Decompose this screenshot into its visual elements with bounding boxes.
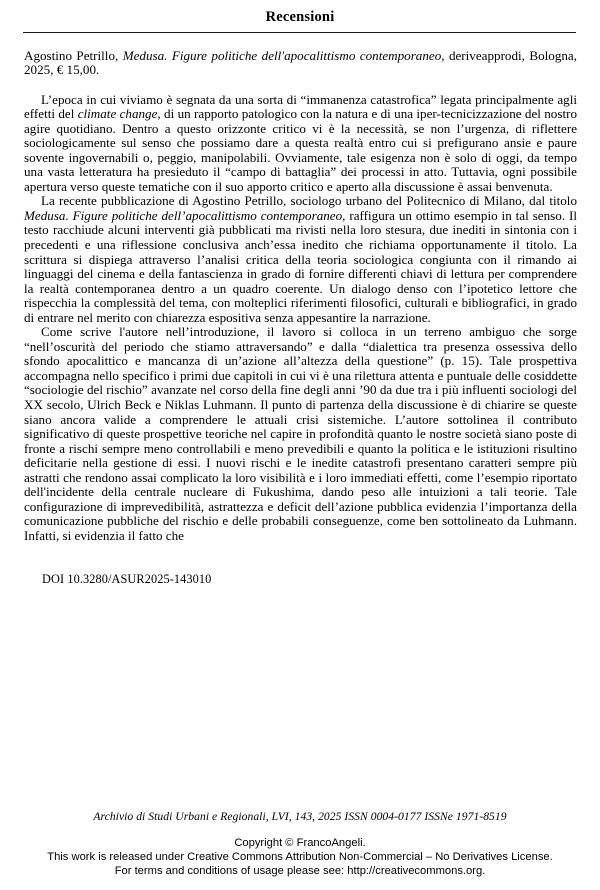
- emphasized-text: climate change: [77, 106, 158, 122]
- body-paragraph: [24, 325, 577, 543]
- reference-publication: , deriveapprodi, Bologna, 2025, € 15,00.: [24, 47, 577, 78]
- paragraph-text: La recente pubblicazione di Agostino Petrillo, sociologo urbano del Politecnico di Milano, dal titolo: [41, 193, 577, 209]
- copyright-footer: [0, 836, 600, 879]
- paragraph-text: Come scrive l'autore nell’introduzione, il lavoro si colloca in un terreno ambiguo che sorge “nell’oscurità del periodo che stiamo attraversando” e dalla “dialettica tra presenza ossessiva dello sfondo apocalittico e mancanza di un’azione all’altezza della questione” (p. 15). Tale prospettiva accompagna nello specifico i primi due capitoli in cui vi è una rilettura attenta e puntuale delle cosiddette “sociologie del rischio” avanzate nel corso della fine degli anni ’90 da due tra i più influenti sociologi del XX secolo, Ulrich Beck e Niklas Luhmann. Il punto di partenza della discussione è di chiarire se queste siano ancora valide a comprendere le attuali crisi sistemiche. L’autore sottolinea il contributo significativo di queste prospettive teoriche nel capire in profondità quanto le nostre società siano poste di fronte a rischi sempre meno controllabili e meno prevedibili e quanto la politica e le istituzioni risultino deficitarie nella gestione di essi. I nuovi rischi e le inedite catastrofi presentano caratteri sempre più astratti che rendono assai complicato la loro visibilità e i loro immediati effetti, come l’esempio riportato dell'incidente della centrale nucleare di Fukushima, dando peso alle intuizioni a tali teorie. Tale configurazione di imprevedibilità, astrattezza e deficit dell’azione pubblica evidenzia l’importanza della comunicazione pubbliche del rischio e delle probabili conseguenze, come ben sottolineato da Luhmann. Infatti, si evidenzia il fatto che: [24, 324, 577, 543]
- running-head: Recensioni: [265, 9, 335, 25]
- journal-citation: Archivio di Studi Urbani e Regionali, LVI, 143, 2025 ISSN 0004-0177 ISSNe 1971-8519: [93, 810, 507, 823]
- reference-author: Agostino Petrillo,: [24, 47, 123, 63]
- paragraph-text: L’epoca in cui viviamo è segnata da una sorta di “immanenza catastrofica” legata principalmente agli effetti del: [24, 91, 577, 122]
- license-line: This work is released under Creative Commons Attribution Non-Commercial – No Derivatives License.: [47, 851, 553, 864]
- body-paragraph: [24, 78, 577, 194]
- body-paragraph: [24, 194, 577, 325]
- copyright-line: Copyright © FrancoAngeli.: [234, 837, 366, 849]
- article-body: [24, 33, 577, 544]
- terms-line: For terms and conditions of usage please see: http://creativecommons.org.: [114, 865, 486, 878]
- paragraph-text: , raffigura un ottimo esempio in tal senso. Il testo racchiude alcuni interventi già pubblicati ma rivisti nella loro stesura, due inediti in sintonia con i precedenti e una riflessione conclusiva anch’essa inedito che richiama opportunamente il titolo. La scrittura si dispiega attraverso l’analisi critica della teoria sociologica congiunta con il rimando ai linguaggi del cinema e della fantascienza in grado di fornire differenti chiavi di lettura per comprendere la realtà contemporanea dentro a un quadro coerente. Un dialogo denso con l’ipotetico lettore che rispecchia la complessità del tema, con molteplici riferimenti filosofici, culturali e bibliografici, in grado di entrare nel merito con chiarezza espositiva senza appesantire la narrazione.: [24, 207, 577, 325]
- book-reference: [24, 33, 577, 78]
- emphasized-text: Medusa. Figure politiche dell’apocalittismo contemporaneo: [24, 207, 343, 223]
- reference-title: Medusa. Figure politiche dell'apocalittismo contemporaneo: [122, 47, 442, 63]
- paragraph-text: , di un rapporto patologico con la natura e di una iper-tecnicizzazione del nostro agire quotidiano. Dentro a questo orizzonte critico vi è la necessità, se non l’urgenza, di riflettere sociologicamente sul senso che possiamo dare a questa realtà entro cui si prefigurano ansie e paure sovente ingovernabili o, peggio, manipolabili. Ovviamente, tale esigenza non è solo di oggi, da tempo una vasta letteratura ha presieduto il “campo di battaglia” dei processi in atto. Tuttavia, ogni possibile apertura verso queste tematiche con il suo apporto critico e aperto alla discussione è assai benvenuta.: [24, 106, 577, 194]
- doi-line: DOI 10.3280/ASUR2025-143010: [42, 572, 212, 587]
